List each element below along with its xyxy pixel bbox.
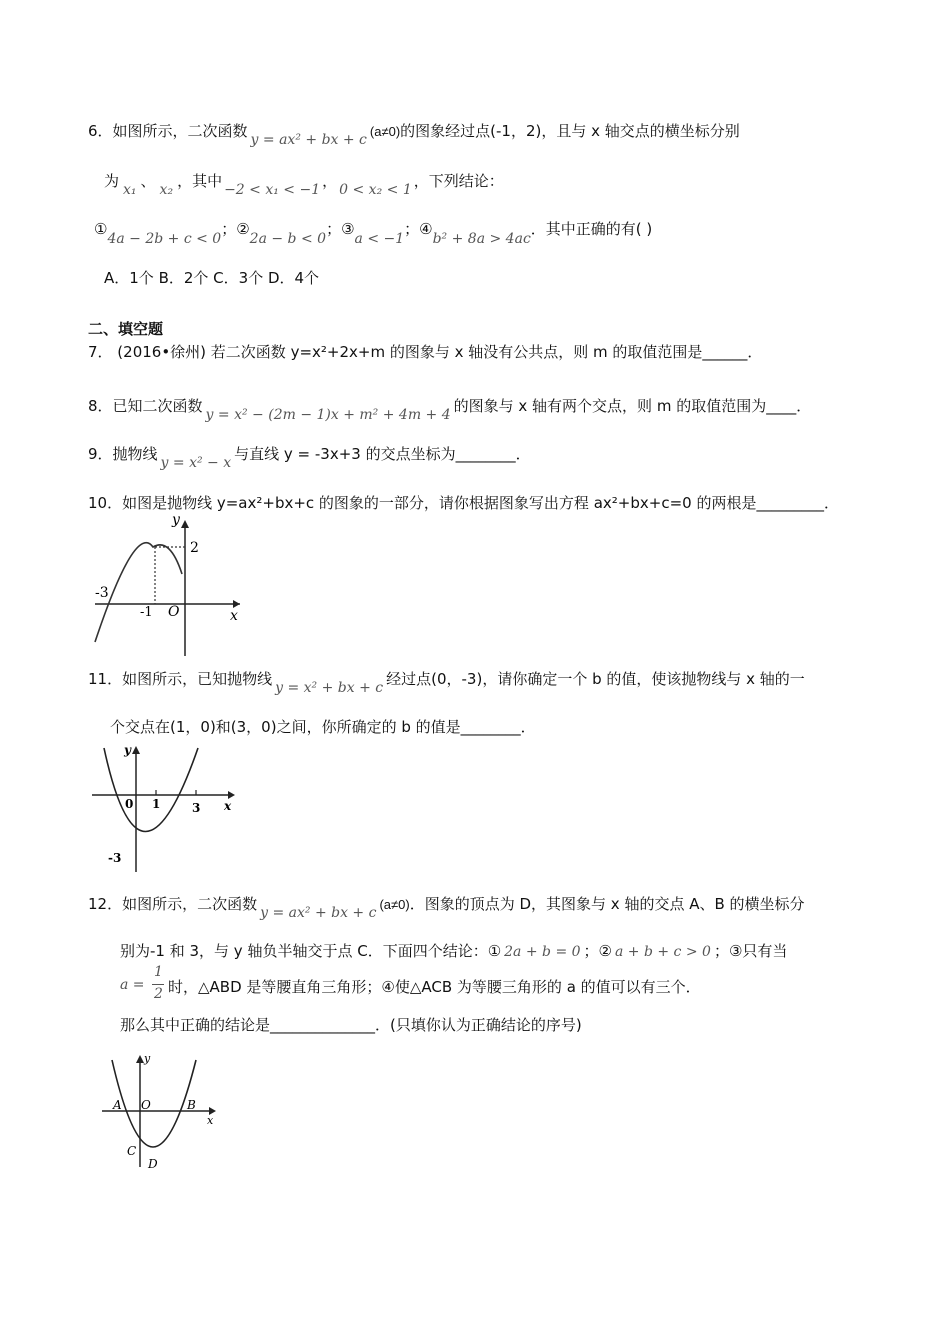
q11-line1 (88, 668, 805, 696)
q6-conclusion-3: a < −1 (354, 231, 405, 247)
q11-label-3: 3 (192, 801, 201, 815)
q6-range2: 0 < x₂ < 1 (339, 182, 412, 198)
q11-parabola (104, 748, 201, 832)
q12-y-label: y (144, 1052, 151, 1065)
q6-range1: −2 < x₁ < −1 (224, 182, 321, 198)
q11-tail: 经过点(0，-3)，请你确定一个 b 的值，使该抛物线与 x 轴的一 (386, 670, 805, 688)
q8-tail: 的图象与 x 轴有两个交点，则 m 的取值范围为____． (453, 397, 812, 415)
q6-number-text: 6．如图所示，二次函数 (88, 122, 248, 140)
q6-comma: ， (322, 172, 338, 190)
q11-label-1: 1 (152, 797, 161, 811)
q6-line2-mid: ，其中 (177, 172, 223, 190)
q6-line2-tail: ，下列结论： (413, 172, 504, 190)
q12-y-arrow (136, 1055, 144, 1063)
q11-line2: 个交点在(1，0)和(3，0)之间，你所确定的 b 的值是________． (110, 718, 536, 736)
q10-y-label: y (172, 512, 180, 528)
q12-frac-num: 1 (154, 964, 163, 980)
q10-x-label: x (230, 608, 238, 624)
q6-semi-3: ；④ (404, 220, 433, 238)
q8-line (88, 395, 812, 423)
q10-label-o: O (168, 604, 180, 620)
q11-y-arrow (132, 746, 140, 754)
q9-formula: y = x² − x (160, 455, 232, 471)
q12-line2-tail: ；③只有当 (713, 942, 788, 960)
q6-formula: y = ax² + bx + c (250, 132, 367, 148)
q11-label-0: 0 (125, 797, 134, 811)
q10-label-m1: -1 (140, 605, 153, 620)
q10-label-2: 2 (190, 540, 199, 556)
q11-formula: y = x² + bx + c (275, 680, 384, 696)
q6-line2 (104, 170, 504, 198)
q12-line2-mid: ；② (583, 942, 612, 960)
q10-y-arrow (181, 520, 189, 528)
q11-x-label: x (224, 799, 232, 813)
q6-conclusion-2: 2a − b < 0 (249, 231, 327, 247)
q12-parabola (112, 1060, 196, 1147)
q12-line2-prefix: 别为-1 和 3，与 y 轴负半轴交于点 C．下面四个结论：① (120, 942, 502, 960)
q12-condition: (a≠0) (379, 897, 410, 912)
q6-condition: (a≠0) (369, 124, 401, 139)
q11-x-arrow (228, 791, 235, 799)
q6-line1-tail: 的图象经过点(-1，2)，且与 x 轴交点的横坐标分别 (400, 122, 740, 140)
q6-conclusion-1: 4a − 2b + c < 0 (107, 231, 222, 247)
q10-figure (90, 512, 250, 662)
q10-text: 10．如图是抛物线 y=ax²+bx+c 的图象的一部分，请你根据图象写出方程 ax²+bx+c=0 的两根是_________． (88, 494, 839, 512)
q6-x2: x₂ (159, 182, 174, 198)
q6-c1-mark: ① (94, 220, 108, 238)
q12-x-label: x (207, 1114, 214, 1127)
q11-prefix: 11．如图所示，已知抛物线 (88, 670, 273, 688)
q11-label-m3: -3 (108, 851, 122, 865)
q12-label-b: B (187, 1098, 196, 1112)
q9-tail: 与直线 y = -3x+3 的交点坐标为________． (234, 445, 531, 463)
q12-figure (100, 1052, 225, 1172)
q12-label-o: O (141, 1098, 151, 1112)
q6-conclusion-4: b² + 8a > 4ac (432, 231, 531, 247)
section-heading: 二、填空题 (88, 320, 164, 338)
q10-label-m3: -3 (95, 585, 109, 601)
q6-line3 (94, 218, 653, 247)
q12-line1 (88, 893, 805, 921)
q6-line3-tail: ．其中正确的有( ) (530, 220, 653, 238)
q12-line2 (120, 940, 787, 963)
q12-label-a: A (113, 1098, 122, 1112)
q9-line (88, 443, 531, 471)
q12-fraction (120, 964, 170, 1008)
q6-x1: x₁ (123, 182, 137, 198)
q12-prefix: 12．如图所示，二次函数 (88, 895, 258, 913)
q6-semi-2: ；③ (326, 220, 355, 238)
q6-line2-prefix: 为 (104, 172, 120, 190)
q12-frac-den: 2 (154, 986, 163, 1002)
q12-frac-prefix: a = (120, 977, 145, 993)
q6-semi-1: ；② (221, 220, 250, 238)
q11-figure (90, 740, 240, 875)
q12-formula: y = ax² + bx + c (260, 905, 377, 921)
q12-conclusion-2: a + b + c > 0 (614, 944, 711, 960)
q12-frac-bar (152, 984, 164, 985)
q10-x-arrow (233, 600, 240, 608)
q12-label-d: D (148, 1157, 158, 1171)
q12-tail: ．图象的顶点为 D，其图象与 x 轴的交点 A、B 的横坐标分 (409, 895, 805, 913)
q11-y-label: y (124, 743, 131, 757)
q6-sep: 、 (140, 172, 156, 190)
q12-label-c: C (127, 1144, 137, 1158)
q6-options: A．1个 B．2个 C．3个 D．4个 (104, 269, 320, 287)
q12-conclusion-1: 2a + b = 0 (504, 944, 581, 960)
q7-text: 7． (2016•徐州) 若二次函数 y=x²+2x+m 的图象与 x 轴没有公共点，则 m 的取值范围是______． (88, 343, 763, 361)
q8-prefix: 8．已知二次函数 (88, 397, 203, 415)
q9-prefix: 9．抛物线 (88, 445, 158, 463)
q12-line4: 那么其中正确的结论是______________．(只填你认为正确结论的序号) (120, 1016, 582, 1034)
q6-line1 (88, 120, 740, 148)
q8-formula: y = x² − (2m − 1)x + m² + 4m + 4 (205, 407, 451, 423)
q12-line3: 时，△ABD 是等腰直角三角形；④使△ACB 为等腰三角形的 a 的值可以有三个． (168, 978, 701, 996)
